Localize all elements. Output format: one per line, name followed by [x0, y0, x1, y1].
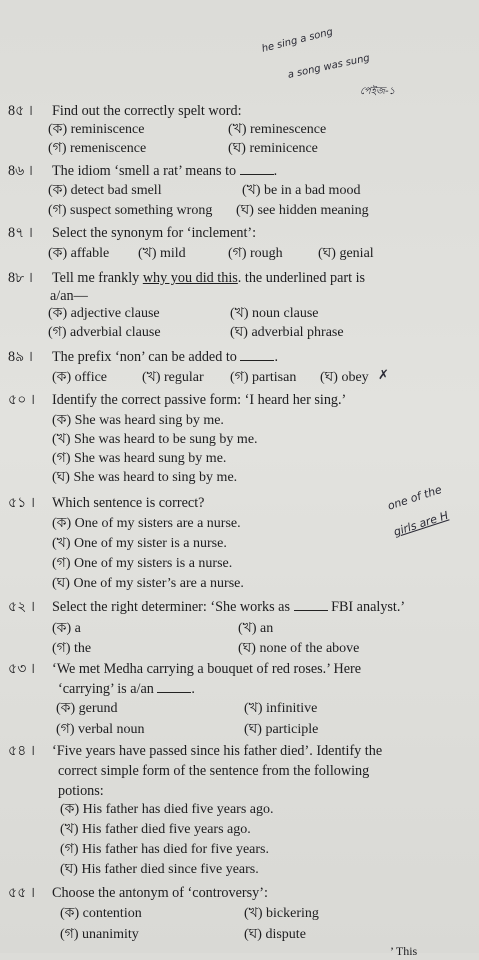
option-kha: (খ) reminescence: [228, 122, 327, 137]
question-text-line2: ‘carrying’ is a/an: [58, 681, 154, 697]
question-text: Tell me frankly: [52, 270, 143, 286]
option-ka: (ক) One of my sisters are a nurse.: [52, 516, 241, 531]
handwritten-side-note-1: one of the: [385, 482, 444, 513]
option-ga: (গ) unanimity: [60, 927, 139, 942]
question-54-line3: potions:: [58, 783, 104, 799]
question-number: 8৮ ।: [8, 270, 33, 286]
option-kha: (খ) be in a bad mood: [242, 183, 361, 198]
cut-off-footer-text: ’ This: [390, 944, 418, 958]
question-text: ‘Five years have passed since his father died’. Identify the: [52, 743, 383, 759]
option-kha: (খ) His father died five years ago.: [60, 822, 251, 837]
option-kha: (খ) One of my sister is a nurse.: [52, 536, 227, 551]
option-ga: (গ) She was heard sung by me.: [52, 451, 227, 466]
question-48-line2: a/an—: [50, 288, 88, 304]
answer-blank: [157, 680, 191, 693]
option-kha: (খ) She was heard to be sung by me.: [52, 432, 258, 447]
question-45: [8, 102, 242, 121]
question-54-line2: correct simple form of the sentence from the following: [58, 763, 370, 779]
question-number: ৫৫ ।: [8, 885, 36, 901]
question-number: 8৬ ।: [8, 163, 33, 179]
question-53-line2: ‘carrying’ is a/an .: [58, 681, 195, 697]
question-51: [8, 494, 204, 513]
question-number: ৫৪ ।: [8, 743, 36, 759]
handwritten-tick-mark: ✗: [378, 368, 389, 383]
question-text-tail: FBI analyst.’: [327, 599, 406, 615]
option-ga: (গ) verbal noun: [56, 722, 145, 737]
option-gha: (ঘ) One of my sister’s are a nurse.: [52, 576, 244, 591]
question-text: Select the synonym for ‘inclement’:: [52, 225, 257, 241]
option-ga: (গ) partisan: [230, 370, 297, 385]
question-number: 8৭ ।: [8, 225, 33, 241]
question-49: 8৯ । The prefix ‘non’ can be added to .: [8, 349, 278, 365]
question-53: [8, 660, 361, 679]
question-text: Which sentence is correct?: [52, 495, 205, 511]
option-ga: (গ) adverbial clause: [48, 325, 161, 340]
option-ka: (ক) She was heard sing by me.: [52, 413, 224, 428]
question-text: Choose the antonym of ‘controversy’:: [52, 885, 268, 901]
question-46: 8৬ । The idiom ‘smell a rat’ means to .: [8, 163, 278, 179]
option-ka: (ক) gerund: [56, 701, 118, 716]
option-gha: (ঘ) She was heard to sing by me.: [52, 470, 238, 485]
answer-blank: [294, 598, 328, 611]
option-ga: (গ) One of my sisters is a nurse.: [52, 556, 233, 571]
option-gha: (ঘ) reminicence: [228, 141, 318, 156]
option-ka: (ক) a: [52, 621, 81, 636]
question-number: 8৫ ।: [8, 103, 33, 119]
question-number: ৫১ ।: [8, 495, 36, 511]
option-ka: (ক) reminiscence: [48, 122, 145, 137]
option-gha: (ঘ) participle: [244, 722, 319, 737]
question-text: The prefix ‘non’ can be added to: [52, 349, 237, 365]
option-ka: (ক) detect bad smell: [48, 183, 162, 198]
option-kha: (খ) an: [238, 621, 274, 636]
question-text: Find out the correctly spelt word:: [52, 103, 242, 119]
option-kha: (খ) mild: [138, 246, 186, 261]
question-number: ৫০ ।: [8, 392, 36, 408]
option-gha: (ঘ) His father died since five years.: [60, 862, 259, 877]
option-kha: (খ) regular: [142, 370, 204, 385]
option-ga: (গ) His father has died for five years.: [60, 842, 269, 857]
question-number: ৫৩ ।: [8, 661, 36, 677]
option-ka: (ক) office: [52, 370, 108, 385]
question-55: [8, 884, 268, 903]
option-ka: (ক) adjective clause: [48, 306, 160, 321]
question-52: [8, 598, 405, 617]
option-ga: (গ) the: [52, 641, 92, 656]
option-ga: (গ) suspect something wrong: [48, 203, 213, 218]
option-ka: (ক) His father has died five years ago.: [60, 802, 274, 817]
question-54: [8, 742, 382, 761]
option-gha: (ঘ) adverbial phrase: [230, 325, 344, 340]
option-ka: (ক) contention: [60, 906, 142, 921]
answer-blank: [240, 348, 274, 361]
question-number: ৫২ ।: [8, 599, 36, 615]
option-gha: (ঘ) none of the above: [238, 641, 360, 656]
option-kha: (খ) infinitive: [244, 701, 318, 716]
question-text: The idiom ‘smell a rat’ means to: [52, 163, 237, 179]
option-gha: (ঘ) dispute: [244, 927, 306, 942]
question-text: ‘We met Medha carrying a bouquet of red roses.’ Here: [52, 661, 362, 677]
handwritten-note-2: a song was sung: [286, 52, 371, 81]
question-48: [8, 269, 365, 288]
option-ga: (গ) remeniscence: [48, 141, 147, 156]
option-ka: (ক) affable: [48, 246, 110, 261]
option-gha: (ঘ) genial: [318, 246, 374, 261]
option-kha: (খ) noun clause: [230, 306, 319, 321]
question-47: [8, 224, 256, 243]
answer-blank: [240, 162, 274, 175]
handwritten-note-1: he sing a song: [260, 26, 335, 55]
option-gha: (ঘ) obey: [320, 370, 369, 385]
question-number: 8৯ ।: [8, 349, 33, 365]
handwritten-page-number: পেইজ-১: [360, 86, 396, 97]
question-50: [8, 391, 346, 410]
option-kha: (খ) bickering: [244, 906, 319, 921]
question-text-tail: . the underlined part is: [237, 270, 366, 286]
question-text: Identify the correct passive form: ‘I heard her sing.’: [52, 392, 347, 408]
question-text: Select the right determiner: ‘She works as: [52, 599, 294, 615]
option-ga: (গ) rough: [228, 246, 283, 261]
handwritten-side-note-2: girls are H: [391, 508, 450, 539]
underlined-part: why you did this: [142, 270, 238, 286]
option-gha: (ঘ) see hidden meaning: [236, 203, 369, 218]
